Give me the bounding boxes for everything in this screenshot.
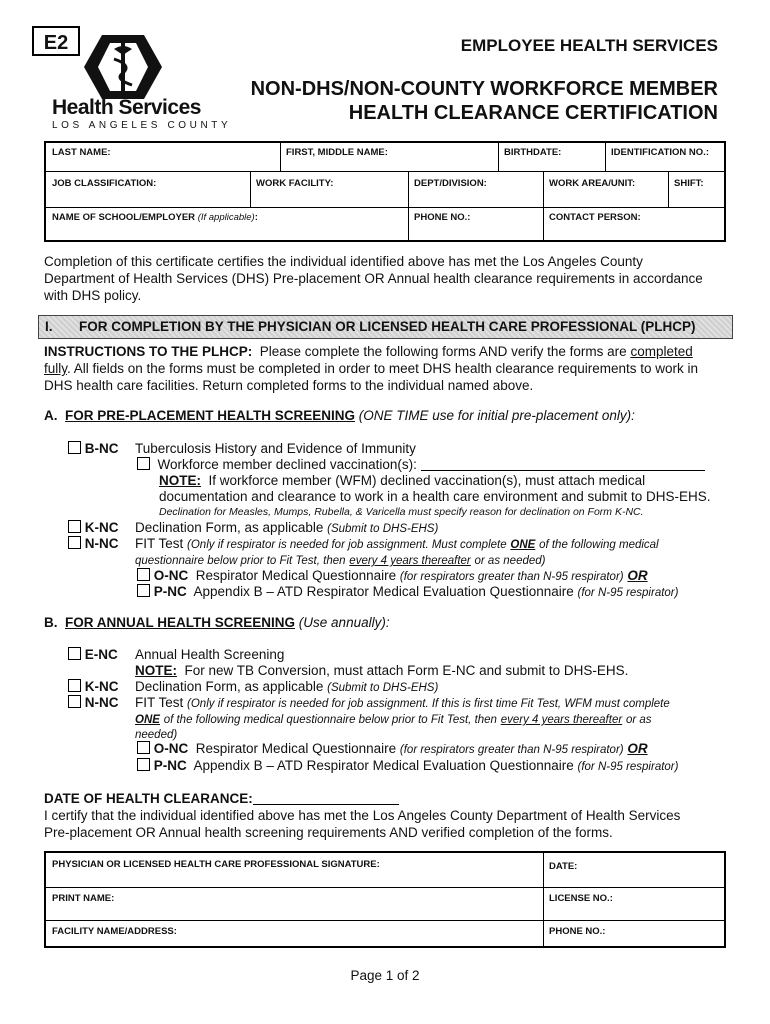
- part-a-label: A.: [44, 408, 58, 423]
- knc-text: Declination Form, as applicable: [135, 679, 324, 694]
- knc-note: (Submit to DHS-EHS): [327, 682, 439, 694]
- onc-row-b: [137, 741, 648, 758]
- part-b-subtitle: (Use annually):: [298, 615, 390, 630]
- knc-text: Declination Form, as applicable: [135, 520, 324, 535]
- nnc-code: N-NC: [84, 695, 119, 710]
- facility-phone-label: PHONE NO.:: [549, 926, 606, 937]
- print-name-label: PRINT NAME:: [52, 893, 115, 904]
- dept-division-label: DEPT/DIVISION:: [414, 178, 487, 189]
- onc-checkbox[interactable]: [137, 741, 150, 754]
- form-title-line1: NON-DHS/NON-COUNTY WORKFORCE MEMBER: [250, 78, 718, 100]
- signature-table: [44, 851, 726, 948]
- nnc-checkbox[interactable]: [68, 695, 81, 708]
- bnc-text: Tuberculosis History and Evidence of Immunity: [135, 441, 416, 456]
- instructions-label: INSTRUCTIONS TO THE PLHCP:: [44, 344, 253, 359]
- license-no-field[interactable]: [543, 890, 619, 907]
- nnc-row-b: [68, 695, 119, 711]
- contact-person-field[interactable]: [543, 209, 647, 226]
- onc-code: O-NC: [153, 568, 189, 583]
- date-field[interactable]: [543, 858, 583, 875]
- pnc-row-a: [137, 584, 678, 601]
- pnc-text: Appendix B – ATD Respirator Medical Evaluation Questionnaire: [193, 758, 574, 773]
- nnc-note: of the following medical questionnaire below prior to Fit Test, then: [163, 714, 497, 726]
- onc-row-a: [137, 568, 648, 585]
- school-employer-label: NAME OF SCHOOL/EMPLOYER: [52, 212, 196, 223]
- identification-no-field[interactable]: [605, 144, 715, 161]
- enc-text: Annual Health Screening: [135, 647, 285, 662]
- enc-note: [135, 663, 628, 679]
- onc-text: Respirator Medical Questionnaire: [195, 741, 397, 756]
- section-1-header: [38, 315, 733, 339]
- form-code: E2: [32, 26, 80, 56]
- nnc-text: FIT Test: [135, 695, 184, 710]
- or-label: OR: [627, 568, 648, 583]
- nnc-note: or as needed): [474, 555, 546, 567]
- school-employer-note: (If applicable): [197, 212, 255, 223]
- nnc-note: of the following medical: [539, 539, 659, 551]
- pnc-checkbox[interactable]: [137, 758, 150, 771]
- first-middle-name-label: FIRST, MIDDLE NAME:: [286, 147, 388, 158]
- onc-note: (for respirators greater than N-95 respirator): [399, 744, 624, 756]
- form-title-line2: HEALTH CLEARANCE CERTIFICATION: [348, 102, 718, 124]
- knc-note: (Submit to DHS-EHS): [327, 523, 439, 535]
- knc-row-a: [68, 520, 119, 536]
- note-text: If workforce member (WFM) declined vaccination(s), must attach medical: [208, 473, 646, 488]
- nnc-text: FIT Test: [135, 536, 184, 551]
- part-a-title: FOR PRE-PLACEMENT HEALTH SCREENING: [65, 408, 356, 423]
- pnc-checkbox[interactable]: [137, 584, 150, 597]
- pnc-text: Appendix B – ATD Respirator Medical Evaluation Questionnaire: [193, 584, 574, 599]
- pnc-note: (for N-95 respirator): [577, 587, 679, 599]
- facility-address-label: FACILITY NAME/ADDRESS:: [52, 926, 177, 937]
- nnc-note: or as: [625, 714, 652, 726]
- bnc-checkbox[interactable]: [68, 441, 81, 454]
- section-number: I.: [45, 319, 53, 334]
- instructions-text: Please complete the following forms AND verify the forms are: [259, 344, 627, 359]
- declined-vaccination-checkbox[interactable]: [137, 457, 150, 470]
- print-name-field[interactable]: [46, 890, 120, 907]
- pnc-row-b: [137, 758, 678, 775]
- instructions-text: . All fields on the forms must be completed in order to meet DHS health clearance requirements to work in: [67, 361, 699, 376]
- nnc-note: (Only if respirator is needed for job assignment. Must complete: [187, 539, 507, 551]
- instructions-emphasis: completed: [630, 344, 693, 359]
- nnc-note-emphasis: ONE: [135, 714, 160, 726]
- bnc-row: [68, 441, 119, 457]
- signature-field[interactable]: [46, 856, 386, 873]
- or-label: OR: [627, 741, 648, 756]
- part-b-heading: [44, 615, 390, 631]
- enc-code: E-NC: [84, 647, 118, 662]
- nnc-checkbox[interactable]: [68, 536, 81, 549]
- note-text: For new TB Conversion, must attach Form E-NC and submit to DHS-EHS.: [184, 663, 629, 678]
- instructions-emphasis: fully: [44, 361, 68, 376]
- knc-checkbox[interactable]: [68, 520, 81, 533]
- logo-name: Health Services: [52, 96, 201, 119]
- date-label: DATE:: [549, 861, 578, 872]
- school-employer-field[interactable]: NAME OF SCHOOL/EMPLOYER (If applicable):: [52, 212, 258, 223]
- knc-row-b: [68, 679, 119, 695]
- phone-no-field[interactable]: [408, 209, 476, 226]
- work-area-field[interactable]: [543, 175, 641, 192]
- job-classification-label: JOB CLASSIFICATION:: [52, 178, 157, 189]
- license-no-label: LICENSE NO.:: [549, 893, 613, 904]
- knc-code: K-NC: [84, 679, 119, 694]
- onc-text: Respirator Medical Questionnaire: [195, 568, 397, 583]
- certification-statement: [44, 807, 734, 841]
- nnc-note: needed): [135, 729, 178, 741]
- clearance-date-input[interactable]: [253, 804, 399, 805]
- logo-subtitle: LOS ANGELES COUNTY: [52, 120, 232, 131]
- knc-checkbox[interactable]: [68, 679, 81, 692]
- work-area-label: WORK AREA/UNIT:: [549, 178, 636, 189]
- work-facility-label: WORK FACILITY:: [256, 178, 334, 189]
- intro-paragraph: [44, 253, 734, 304]
- onc-code: O-NC: [153, 741, 189, 756]
- nnc-code: N-NC: [84, 536, 119, 551]
- page-number: Page 1 of 2: [350, 968, 420, 983]
- last-name-label: LAST NAME:: [52, 147, 111, 158]
- employee-info-table: [44, 141, 726, 242]
- nnc-note: questionnaire below prior to Fit Test, then: [135, 555, 346, 567]
- phone-no-label: PHONE NO.:: [414, 212, 471, 223]
- clearance-date-row: [44, 791, 399, 807]
- part-a-subtitle: (ONE TIME use for initial pre-placement only):: [358, 408, 635, 423]
- dhs-logo-icon: [84, 33, 162, 101]
- certification-line: I certify that the individual identified above has met the Los Angeles County Department of Health Services: [44, 808, 681, 823]
- shift-label: SHIFT:: [674, 178, 704, 189]
- plhcp-instructions: [44, 343, 734, 394]
- declined-vaccination-input[interactable]: [421, 470, 705, 471]
- part-b-title: FOR ANNUAL HEALTH SCREENING: [65, 615, 296, 630]
- intro-line: Completion of this certificate certifies the individual identified above has met the Los Angeles County: [44, 254, 643, 269]
- facility-address-field[interactable]: [46, 923, 183, 940]
- pnc-code: P-NC: [153, 758, 187, 773]
- birthdate-field[interactable]: [498, 144, 567, 161]
- nnc-note: (Only if respirator is needed for job assignment. If this is first time Fit Test, WFM must complete: [187, 698, 670, 710]
- contact-person-label: CONTACT PERSON:: [549, 212, 641, 223]
- instructions-text: DHS health care facilities. Return completed forms to the individual named above.: [44, 378, 534, 393]
- part-a-heading: [44, 408, 635, 424]
- bnc-note: [159, 473, 645, 489]
- nnc-row-a: [68, 536, 119, 552]
- knc-code: K-NC: [84, 520, 119, 535]
- first-middle-name-field[interactable]: [280, 144, 394, 161]
- nnc-note-emphasis: every 4 years thereafter: [349, 555, 471, 567]
- section-title: FOR COMPLETION BY THE PHYSICIAN OR LICENSED HEALTH CARE PROFESSIONAL (PLHCP): [79, 319, 696, 334]
- last-name-field[interactable]: [46, 144, 117, 161]
- pnc-code: P-NC: [153, 584, 187, 599]
- note-label: NOTE:: [159, 473, 201, 488]
- birthdate-label: BIRTHDATE:: [504, 147, 562, 158]
- identification-no-label: IDENTIFICATION NO.:: [611, 147, 709, 158]
- dept-division-field[interactable]: [408, 175, 493, 192]
- signature-label: PHYSICIAN OR LICENSED HEALTH CARE PROFESSIONAL SIGNATURE:: [52, 859, 380, 870]
- pnc-note: (for N-95 respirator): [577, 761, 679, 773]
- intro-line: Department of Health Services (DHS) Pre-placement OR Annual health clearance requirements in accordance: [44, 271, 703, 286]
- note-text: documentation and clearance to work in a health care environment and submit to DHS-EHS.: [159, 489, 711, 504]
- declined-vaccination-text: Workforce member declined vaccination(s):: [157, 457, 417, 472]
- bnc-code: B-NC: [84, 441, 119, 456]
- intro-line: with DHS policy.: [44, 288, 142, 303]
- enc-row: [68, 647, 118, 663]
- nnc-note-emphasis: ONE: [510, 539, 536, 551]
- declined-row: [137, 457, 705, 473]
- enc-checkbox[interactable]: [68, 647, 81, 660]
- work-facility-field[interactable]: [250, 175, 339, 192]
- department-name: EMPLOYEE HEALTH SERVICES: [460, 36, 718, 55]
- clearance-date-label: DATE OF HEALTH CLEARANCE:: [44, 791, 253, 806]
- declination-note: Declination for Measles, Mumps, Rubella, & Varicella must specify reason for declination on Form K-NC.: [159, 506, 644, 518]
- shift-field[interactable]: [668, 175, 710, 192]
- onc-note: (for respirators greater than N-95 respirator): [399, 571, 624, 583]
- facility-phone-field[interactable]: [543, 923, 611, 940]
- job-classification-field[interactable]: [46, 175, 162, 192]
- onc-checkbox[interactable]: [137, 568, 150, 581]
- part-b-label: B.: [44, 615, 58, 630]
- certification-line: Pre-placement OR Annual health screening requirements AND verified completion of the forms.: [44, 825, 613, 840]
- note-label: NOTE:: [135, 663, 177, 678]
- nnc-note-emphasis: every 4 years thereafter: [500, 714, 623, 726]
